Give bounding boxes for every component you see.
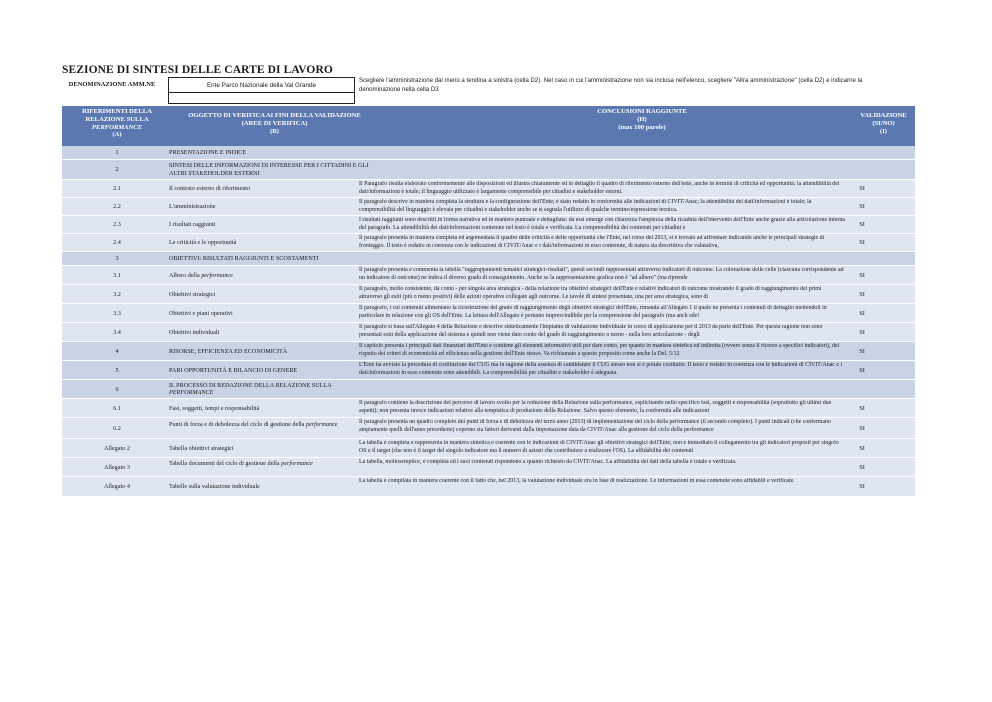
header-col-a [62,108,172,139]
row-validation[interactable]: SI [859,366,865,374]
header-col-b-line2: (AREE DI VERIFICA) [241,119,308,127]
row-validation[interactable]: SI [859,424,865,432]
row-object [169,382,369,397]
row-object-italic: performance [281,459,313,467]
row-conclusion[interactable]: Il paragrafo, i cui contenuti alimentano la ricostruzione del grado di raggiungimento degli obiettivi strategici dell'Ente, rimanda all'Allegato 1 il quale ne presenta i contenuti di dettaglio mettendoli in particolare in relazione con gli OS dell'Ente. La lettura dell'Allegato è pertanto imprescindibile per la comprensione del paragrafo (ma anch ede! [359,305,827,319]
row-validation[interactable]: SI [859,271,865,279]
row-reference: Allegato 3 [104,463,130,471]
row-object-text: Le criticità e le opportunità [169,239,237,247]
row-conclusion[interactable]: La tabella, moltosemplice, è completa ed i suoi contenuti rispondono a quanto richiesto da CIVIT/Anac. La affidabilità dei dati della tabella è totale e verificata. [359,459,737,465]
row-conclusion[interactable]: Il paragrafo, molto consistente, dà conto - per singola area strategica - della relazione tra obiettivi strategici dell'Ente e relativi indicatori di outcome mostrando il grado di raggiungimento dei primi attraverso gli esiti (più o meno positivi) delle azioni operative collegate agli outcome. Le tavole di sintesi presentate, una per area strategica, sono di [359,286,822,300]
header-col-a-line2: PERFORMANCE [91,123,143,131]
table-row [62,252,915,266]
row-object [169,291,369,299]
header-col-h-line3: (max 100 parole) [618,123,666,131]
row-conclusion[interactable]: Il paragrafo presenta e commenta la tabella "raggruppamenti tematici strategici-risultati", questi secondi rappresentati attraverso indicatori di outcome. La colorazione delle celle (ciascuna corrispondente ad un indicatore di outcome) ne indica il diverso grado di conseguimento. Anche se la rappresentazione grafica non è "ad albero" (ma riprende [359,267,844,281]
row-object-text: SINTESI DELLE INFORMAZIONI DI INTERESSE PER I CITTADINI E GLI ALTRI STAKEHOLDER ESTERNI [169,162,369,177]
row-object-text: Tabella documenti del ciclo di gestione della [169,459,282,467]
row-reference: 2 [115,166,119,173]
row-reference: 6.2 [113,424,121,432]
row-reference: 6 [115,385,119,393]
header-col-i-line3: (I) [880,127,887,135]
header-col-h-line1: CONCLUSIONI RAGGIUNTE [597,108,687,115]
header-col-b-line3: (B) [270,127,279,135]
header-col-i-line2: (SI/NO) [872,119,895,127]
row-object-text: I risultati raggiunti [169,221,216,229]
row-object-italic: performance [201,271,233,279]
row-object-text: Obiettivi strategici [169,290,216,298]
row-conclusion[interactable]: Il paragrafo presenta in maniera completa ed argomentata il quadro delle criticità e delle opportunità che l'Ente, nel corso del 2013, si è trovato ad affrontare indicando anche le principali strategie di fronteggio. Il testo è redatto in coerenza con le indicazioni di CIVIT/Anac e i dati/informazioni in esso contenute, di natura sia descrittiva che valutativa, [359,235,825,249]
row-object-text: Obiettivi e piani operativi [169,309,233,317]
row-reference: 1 [115,149,119,156]
row-object-italic: performance [305,420,338,428]
row-conclusion[interactable]: La tabella è compilata in maniera coerente con il fatto che, nel 2013, la valutazione individuale era in fase di realizzazione. Le informazioni in essa contenute sono affidabili e verificate. [359,478,795,484]
row-object [169,483,369,491]
table-row [62,160,915,180]
row-reference: 3.4 [113,328,121,336]
row-reference: 6.1 [113,404,121,412]
row-object [169,255,369,263]
row-object [169,203,369,211]
table-row [62,399,915,418]
row-validation[interactable]: SI [859,239,865,246]
row-conclusion[interactable]: Il paragrafo presenta un quadro completo dei punti di forza e di debolezza del terzo anno (2013) di implementazione del ciclo della performance (il secondo completo). I punti indicati (che confermano ampiamente quelli dell'anno precedente) coprono sia fattori derivanti dalla impostazione data da CIVIT/Anac alla gestione del ciclo della performance [359,419,831,433]
row-reference: 5 [115,366,119,374]
row-reference: 2.3 [113,221,121,228]
row-validation[interactable]: SI [859,404,865,412]
table-header [62,106,915,146]
table-row [62,342,915,361]
header-col-i-line1: VALIDAZIONE [860,112,907,119]
table-row [62,458,915,477]
row-validation[interactable]: SI [859,290,865,298]
table-row [62,266,915,285]
row-object [169,445,369,453]
row-validation[interactable]: SI [859,203,865,210]
table-row [62,180,915,198]
row-object-text: RISORSE, EFFICIENZA ED ECONOMICITÀ [169,347,288,355]
table-row [62,234,915,252]
row-reference: 2.2 [113,203,121,210]
row-object [169,185,369,193]
row-conclusion[interactable]: Il Paragrafo risulta elaborato conformemente alle disposizioni ed illustra chiaramente ed in dettaglio il quadro di riferimento esterno dell'ente, anche in termini di criticità ed opportunità; la attendibilità dei dati/informazioni è totale; il linguaggio utilizzato è largamente comprensibile per cittadini e stakeholder esterni. [359,181,840,195]
row-validation[interactable]: SI [859,483,865,490]
row-object-text: PARI OPPORTUNITÀ E BILANCIO DI GENERE [169,366,298,374]
row-reference: 2.1 [113,185,121,192]
row-object-text: PRESENTAZIONE E INDICE [169,149,247,157]
row-conclusion[interactable]: La tabella è completa e rappresenta in maniera sintetica e coerente con le indicazioni di CIVIT/Anac gli obiettivi strategici dell'Ente; non è immediato il collegamento tra gli indicatori proposti per singolo OS e il target (che non è il target del singolo indicatore ma il numero di azioni che contribuisce a realizzare l'OS). La affidabilità dei contenuti [359,440,839,454]
header-col-b-line1: OGGETTO DI VERIFICA AI FINI DELLA VALIDAZIONE [188,112,361,119]
row-object-text: Tabelle sulla valutazione individuale [169,483,260,491]
row-reference: 2.4 [113,239,121,246]
row-conclusion[interactable]: L'Ente ha avviato la procedura di costituzione del CUG ma in ragione della assenza di candidature il CUG stesso non si è potuto costituire. Il testo è redatto in coerenza con le indicazioni di CIVIT/Anac e i dati/informazioni in esso contenute sono attendibili. La comprensibilità per cittadini e stakeholder è adeguata. [359,362,843,376]
table-row [62,304,915,323]
row-object-italic: PERFORMANCE [169,389,214,397]
row-conclusion[interactable]: Il paragrafo contiene la descrizione del percorso di lavoro svolto per la reduzione della Relazione sulla performance, esplicitando nello specifico fasi, soggetti e responsabilità (soprattutto gli ultimi due aspetti); non presenta invece indicazioni relative alla tempistica di produzione della Relazione. Salvo questo elemento, la conformità alle indicazioni [359,400,832,414]
denomination-note: Scegliere l'amministrazione dal menù a tendina a sinistra (cella D2). Nel caso in cui l'amministrazione non sia inclusa nell'elenco, scegliere "Altra amministrazione" (cella D2) e indicarne la denominazione nella cella D3 [359,77,863,93]
table-row [62,361,915,380]
header-col-b [167,112,382,135]
row-validation[interactable]: SI [859,328,865,336]
table-row [62,323,915,342]
row-object [169,272,369,280]
row-object [169,329,369,337]
row-object-text: Fasi, soggetti, tempi e responsabilità [169,404,260,412]
header-col-i [852,112,915,135]
row-object-text: Punti di forza e di debolezza del ciclo di gestione della [169,420,306,428]
row-object-text: Il contesto esterno di riferimento [169,185,251,193]
row-object [169,460,369,468]
header-col-h [512,108,772,131]
row-validation[interactable]: SI [859,185,865,192]
denomination-field[interactable]: Ente Parco Nazionale della Val Grande [168,77,355,93]
denomination-label: DENOMINAZIONE AMM.NE [68,81,156,88]
denomination-other-field[interactable] [168,93,355,104]
table-row [62,216,915,234]
table-row [62,198,915,216]
row-object-text: IL PROCESSO DI REDAZIONE DELLA RELAZIONE SULLA [169,381,332,389]
row-conclusion[interactable]: I risultati raggiunti sono descritti in forma narrativa ed in maniera puntuale e dettagliata: da essi emerge con chiarezza l'ampiezza della ricaduta dell'intervento dell'Ente anche grazie alla articolazione interna del paragrafo. La attendibilità dei dati/informazioni contenute nel testo è totale e verificata. La comprensibilità dei contenuti per cittadini e [359,217,845,231]
row-object [169,348,369,356]
header-col-a-line1: RIFERIMENTI DELLA RELAZIONE SULLA [82,108,152,123]
row-object [169,239,369,247]
row-reference: 3.2 [113,290,121,298]
row-object [169,367,369,375]
row-conclusion[interactable]: Il capitolo presenta i principali dati finanziari dell'Ente e contiene gli elementi informativi utili per dare conto, per quanto in maniera sintetica ed indiretta (ovvero senza il ricorso a specifici indicatori), del rispetto dei criteri di economicità ed efficienza nella gestione dell'Ente stesso. Va richiamato a questo proposito come anche la Del. 5/12 [359,343,840,357]
row-object-text: OBIETTIVI: RISULTATI RAGGIUNTI E SCOSTAMENTI [169,255,319,263]
row-object [169,310,369,318]
row-object [169,421,369,429]
row-object [169,221,369,229]
table-row [62,380,915,399]
row-object [169,162,369,177]
page-title: SEZIONE DI SINTESI DELLE CARTE DI LAVORO [62,64,333,76]
row-object [169,149,369,157]
row-conclusion[interactable]: Il paragrafo si basa sull'Allegato 4 della Relazione e descrive sinteticamente l'impianto di valutazione individuale in corso di applicazione per il 2013 da parte dell'Ente. Per questa ragione non sono presentati esiti della applicazione del sistema e quindi non viene dato conto del grado di raggiungimento o meno - nella loro articolazione - degli [359,324,823,338]
row-validation[interactable]: SI [859,444,865,452]
row-object-text: Tabella obiettivi strategici [169,444,234,452]
table-row [62,285,915,304]
row-validation[interactable]: SI [859,309,865,317]
header-col-a-line3: (A) [112,131,122,139]
row-reference: Allegato 4 [104,483,130,490]
table-row [62,439,915,458]
row-object [169,405,369,413]
row-reference: 3 [115,255,119,262]
row-validation[interactable]: SI [859,463,865,471]
row-object-text: Obiettivi individuali [169,328,220,336]
row-validation[interactable]: SI [859,347,865,355]
table-row [62,477,915,497]
row-object-text: Albero della [169,271,202,279]
row-object-text: L’amministrazione [169,203,216,211]
row-conclusion[interactable]: Il paragrafo descrive in maniera completa la struttura e la configurazione dell'Ente; è stato redatto in conformità alle indicazioni di CIVIT/Anac; la attendibilità dei dati/informazioni è totale; la comprensibilità del linguaggio è elevata per cittadini e stakeholder anche se si segnala l'utilizzo di qualche termine/espressione tecnica. [359,199,812,213]
row-reference: 3.1 [113,271,121,279]
row-reference: 4 [115,347,119,355]
row-reference: 3.3 [113,309,121,317]
table-row [62,146,915,160]
row-validation[interactable]: SI [859,221,865,228]
header-col-h-line2: (H) [637,115,647,123]
table-row [62,418,915,439]
row-reference: Allegato 2 [104,444,130,452]
